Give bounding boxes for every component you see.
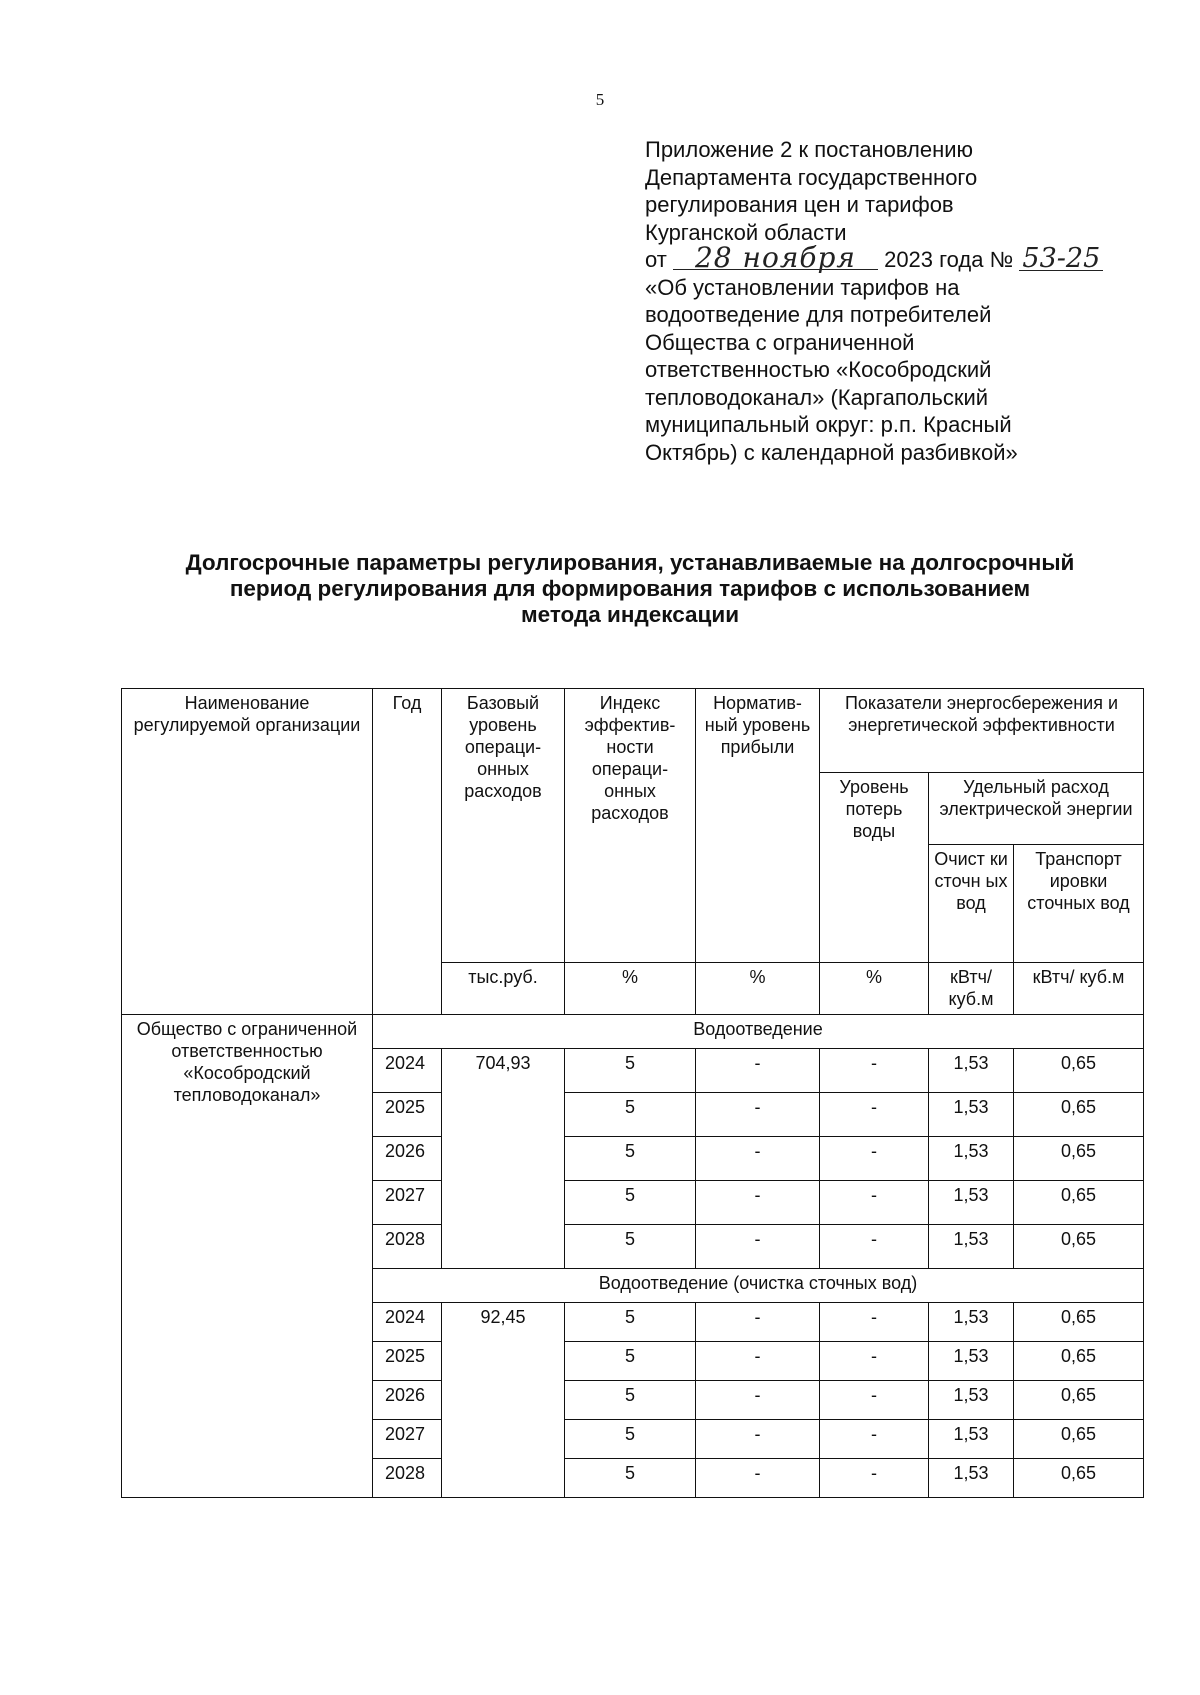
- cell-year: 2027: [373, 1420, 442, 1459]
- date-prefix: от: [645, 247, 667, 272]
- appendix-line: ответственностью «Кособродский: [645, 357, 992, 382]
- cell-treatment: 1,53: [929, 1342, 1014, 1381]
- cell-losses: -: [820, 1049, 929, 1093]
- header-efficiency-index: Индекс эффектив-ности операци-онных расходов: [565, 689, 696, 963]
- cell-transport: 0,65: [1014, 1342, 1144, 1381]
- cell-treatment: 1,53: [929, 1049, 1014, 1093]
- section-title: Водоотведение: [373, 1015, 1144, 1049]
- cell-index: 5: [565, 1225, 696, 1269]
- appendix-date-line: [645, 241, 1101, 274]
- cell-losses: -: [820, 1459, 929, 1498]
- appendix-line: водоотведение для потребителей: [645, 302, 992, 327]
- unit-efficiency-index: %: [565, 963, 696, 1015]
- cell-year: 2025: [373, 1093, 442, 1137]
- cell-treatment: 1,53: [929, 1181, 1014, 1225]
- cell-profit: -: [696, 1049, 820, 1093]
- header-transport: Транспорт ировки сточных вод: [1014, 845, 1144, 963]
- appendix-line: Приложение 2 к постановлению: [645, 137, 974, 162]
- cell-profit: -: [696, 1137, 820, 1181]
- cell-transport: 0,65: [1014, 1381, 1144, 1420]
- appendix-block: [645, 136, 1101, 466]
- cell-index: 5: [565, 1049, 696, 1093]
- appendix-line: муниципальный округ: р.п. Красный: [645, 412, 1012, 437]
- year-text: 2023 года №: [884, 247, 1014, 272]
- cell-base-opex: 92,45: [442, 1303, 565, 1498]
- cell-treatment: 1,53: [929, 1137, 1014, 1181]
- cell-year: 2024: [373, 1049, 442, 1093]
- cell-transport: 0,65: [1014, 1420, 1144, 1459]
- cell-treatment: 1,53: [929, 1225, 1014, 1269]
- cell-index: 5: [565, 1303, 696, 1342]
- cell-index: 5: [565, 1459, 696, 1498]
- title-line: Долгосрочные параметры регулирования, устанавливаемые на долгосрочный: [185, 550, 1075, 575]
- handwritten-date: 28 ноября: [673, 247, 878, 270]
- appendix-line: «Об установлении тарифов на: [645, 274, 960, 300]
- cell-transport: 0,65: [1014, 1137, 1144, 1181]
- cell-treatment: 1,53: [929, 1093, 1014, 1137]
- cell-year: 2025: [373, 1342, 442, 1381]
- cell-profit: -: [696, 1342, 820, 1381]
- cell-profit: -: [696, 1225, 820, 1269]
- unit-transport: кВтч/ куб.м: [1014, 963, 1144, 1015]
- cell-year: 2028: [373, 1459, 442, 1498]
- header-profit: Норматив-ный уровень прибыли: [696, 689, 820, 963]
- document-title: [140, 550, 1120, 628]
- header-treatment: Очист ки сточн ых вод: [929, 845, 1014, 963]
- cell-profit: -: [696, 1303, 820, 1342]
- cell-index: 5: [565, 1181, 696, 1225]
- organization-name: Общество с ограниченной ответственностью «Кособродский тепловодоканал»: [122, 1015, 373, 1269]
- header-water-losses: Уровень потерь воды: [820, 773, 929, 963]
- appendix-line: регулирования цен и тарифов: [645, 192, 954, 217]
- cell-index: 5: [565, 1381, 696, 1420]
- cell-base-opex: 704,93: [442, 1049, 565, 1269]
- title-line: период регулирования для формирования тарифов с использованием: [229, 576, 1031, 601]
- cell-transport: 0,65: [1014, 1225, 1144, 1269]
- cell-treatment: 1,53: [929, 1420, 1014, 1459]
- appendix-line: Курганской области: [645, 219, 847, 245]
- unit-base-opex: тыс.руб.: [442, 963, 565, 1015]
- cell-transport: 0,65: [1014, 1049, 1144, 1093]
- cell-index: 5: [565, 1137, 696, 1181]
- cell-year: 2026: [373, 1137, 442, 1181]
- appendix-line: Департамента государственного: [645, 164, 978, 190]
- cell-year: 2026: [373, 1381, 442, 1420]
- parameters-table: [121, 688, 1144, 1498]
- cell-treatment: 1,53: [929, 1459, 1014, 1498]
- section-title: Водоотведение (очистка сточных вод): [373, 1269, 1144, 1303]
- unit-water-losses: %: [820, 963, 929, 1015]
- cell-transport: 0,65: [1014, 1459, 1144, 1498]
- unit-profit: %: [696, 963, 820, 1015]
- header-base-opex: Базовый уровень операци-онных расходов: [442, 689, 565, 963]
- page-number: 5: [595, 90, 605, 109]
- cell-profit: -: [696, 1381, 820, 1420]
- cell-year: 2027: [373, 1181, 442, 1225]
- cell-index: 5: [565, 1342, 696, 1381]
- appendix-line: тепловодоканал» (Каргапольский: [645, 384, 989, 410]
- cell-transport: 0,65: [1014, 1181, 1144, 1225]
- organization-continuation: [122, 1269, 373, 1498]
- cell-index: 5: [565, 1420, 696, 1459]
- header-energy-group: Показатели энергосбережения и энергетической эффективности: [820, 689, 1144, 773]
- cell-losses: -: [820, 1420, 929, 1459]
- header-organization: Наименование регулируемой организации: [122, 689, 373, 1015]
- cell-year: 2024: [373, 1303, 442, 1342]
- unit-treatment: кВтч/ куб.м: [929, 963, 1014, 1015]
- cell-index: 5: [565, 1093, 696, 1137]
- cell-treatment: 1,53: [929, 1303, 1014, 1342]
- cell-profit: -: [696, 1420, 820, 1459]
- cell-losses: -: [820, 1137, 929, 1181]
- cell-transport: 0,65: [1014, 1303, 1144, 1342]
- cell-losses: -: [820, 1181, 929, 1225]
- cell-losses: -: [820, 1381, 929, 1420]
- cell-profit: -: [696, 1181, 820, 1225]
- cell-losses: -: [820, 1342, 929, 1381]
- cell-profit: -: [696, 1459, 820, 1498]
- cell-losses: -: [820, 1303, 929, 1342]
- header-specific-power: Удельный расход электрической энергии: [929, 773, 1144, 845]
- cell-losses: -: [820, 1225, 929, 1269]
- appendix-line: Октябрь) с календарной разбивкой»: [645, 439, 1018, 465]
- handwritten-number: 53-25: [1019, 248, 1103, 271]
- cell-transport: 0,65: [1014, 1093, 1144, 1137]
- cell-profit: -: [696, 1093, 820, 1137]
- cell-losses: -: [820, 1093, 929, 1137]
- title-line: метода индексации: [520, 602, 740, 627]
- appendix-line: Общества с ограниченной: [645, 329, 915, 355]
- header-year: Год: [373, 689, 442, 1015]
- cell-treatment: 1,53: [929, 1381, 1014, 1420]
- cell-year: 2028: [373, 1225, 442, 1269]
